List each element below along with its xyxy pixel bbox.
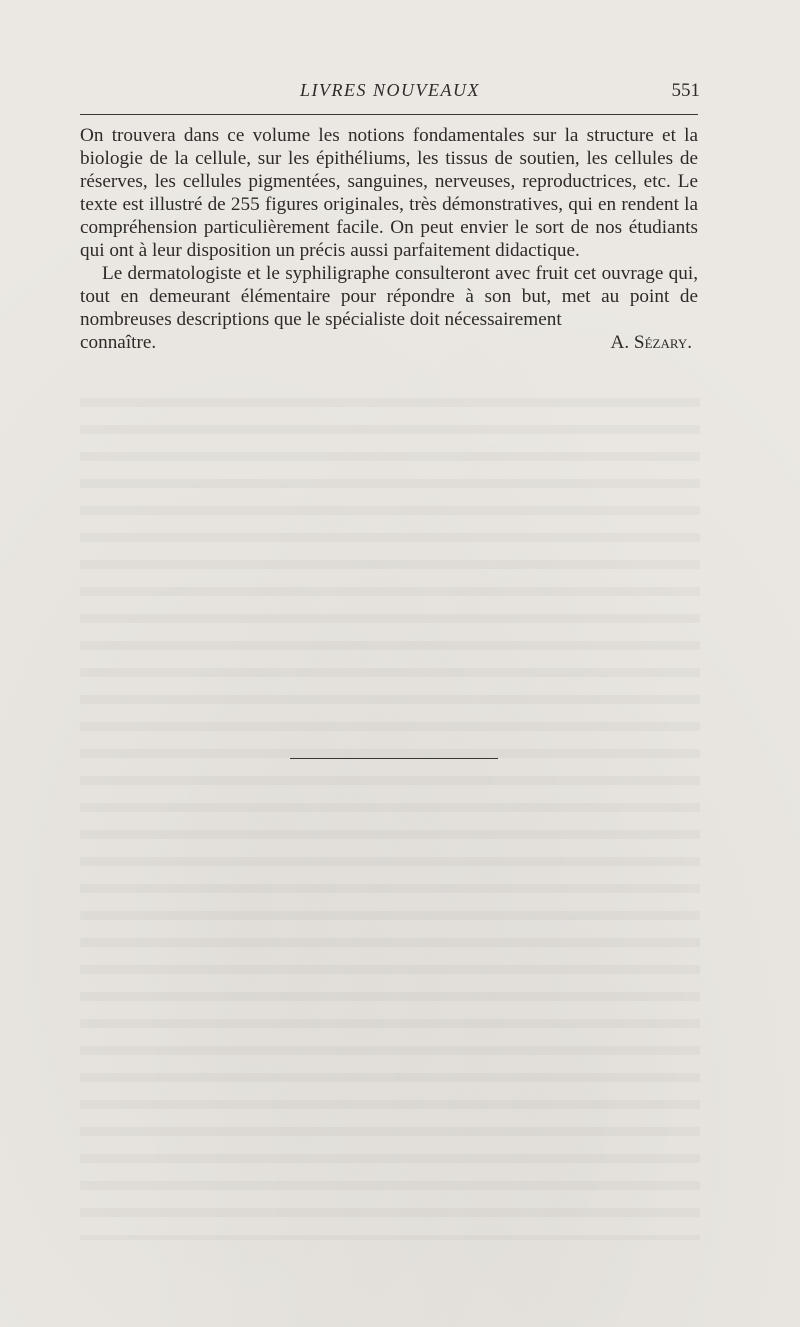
header-rule [80,114,698,115]
paragraph-1: On trouvera dans ce volume les notions fondamentales sur la structure et la biologie de la cellule, sur les épithéliums, les tissus de soutien, les cellules de réserves, les cellules pigmentées, sanguines, nerveuses, reproductrices, etc. Le texte est illustré de 255 figures originales, très démonstratives, qui en rendent la compréhension particulièrement facile. On peut envier le sort de nos étudiants qui ont à leur disposition un précis aussi parfaitement didactique. [80,125,698,261]
paragraph-2-text: Le dermatologiste et le syphiligraphe consulteront avec fruit cet ouvrage qui, tout en demeurant élémentaire pour répondre à son but, met au point de nombreuses descriptions que le spécialiste doit nécessairement [80,263,698,330]
closing-line [80,331,698,354]
paragraph-2 [80,262,698,331]
section-end-rule [290,758,498,759]
page-number: 551 [671,80,700,101]
running-title: LIVRES NOUVEAUX [300,80,480,100]
paragraph-2-end: connaître. [80,332,157,353]
review-text [80,124,698,354]
bleed-through-texture [80,380,700,1240]
page-header [80,80,700,108]
author-signature: A. Sézary. [610,332,692,353]
